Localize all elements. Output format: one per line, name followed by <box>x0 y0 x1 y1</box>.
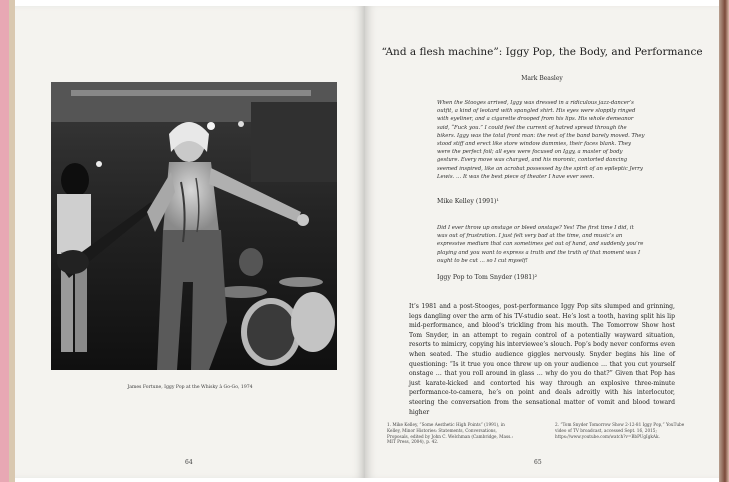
page-number-left: 64 <box>185 459 193 466</box>
epigraph-iggy-pop: Did I ever throw up onstage or bleed onstage? Yes! The first time I did, it was out of frustration. I just felt very bad at the time, and music’s an expressive medium that can sometimes get out of hand, and suddenly you’re playing and you want to express a truth and the truth of that moment was I ought to be cut … so I cut myself! <box>437 225 644 264</box>
attribution-iggy-pop: Iggy Pop to Tom Snyder (1981)² <box>437 274 538 281</box>
essay-author: Mark Beasley <box>521 75 563 82</box>
body-text: It’s 1981 and a post-Stooges, post-performance Iggy Pop sits slumped and grinning, legs dangling over the arm of his TV-studio seat. He’s lost a tooth, having split his lip mid-performance, and blood’s trickling from his mouth. The Tomorrow Show host Tom Snyder, in an attempt to regain control of a potentially wayward situation, resorts to mimicry, copying his interviewee’s slouch. Pop’s body never conforms even when seated. The studio audience giggles nervously. Snyder begins his line of questioning: “Is it true you once threw up on your audience … that you cut yourself onstage … that you roll around in glass … why do you do that?” Given that Pop has just karate-kicked and contorted his way through an explosive three-minute performance-to-camera, he’s on point and deals adroitly with his interlocutor, steering the conversation from the sensational matter of vomit and blood toward higher <box>409 303 675 416</box>
footnote-1: 1. Mike Kelley, “Some Aesthetic High Points” (1991), in Kelley, Minor Histories: Statements, Conversations, Proposals, edited by John C. Welchman (Cambridge, Mass.: MIT Press, 2004), p. 42. <box>387 422 513 445</box>
epigraph-kelley: When the Stooges arrived, Iggy was dressed in a ridiculous jazz-dancer’s outfit, a kind of leotard with spangled shirt. His eyes were sloppily ringed with eyeliner, and a cigarette drooped from his lips. His whole demeanor said, “Fuck you.” I could feel the current of hatred spread through the bikers. Iggy was the total front man: the rest of the band barely moved. They stood stiff and erect like store window dummies, their faces blank. They were the perfect foil; all eyes were focused on Iggy, a master of body gesture. Every move was charged, and his moronic, contorted dancing seemed inspired, like an acrobat possessed by the spirit of an epileptic Jerry Lewis. … It was the best piece of theater I have ever seen. <box>437 100 645 180</box>
left-page <box>15 6 365 478</box>
essay-title: “And a flesh machine”: Iggy Pop, the Body, and Performance <box>381 46 703 58</box>
photo-illustration <box>51 82 337 370</box>
right-page <box>365 6 719 478</box>
photograph <box>51 82 337 370</box>
photo-caption: James Fortune, Iggy Pop at the Whisky à Go-Go, 1974 <box>127 385 253 390</box>
book-edge-right <box>719 0 729 482</box>
book-edge-pink <box>0 0 9 482</box>
attribution-kelley: Mike Kelley (1991)¹ <box>437 198 499 205</box>
page-number-right: 65 <box>534 459 542 466</box>
footnote-2: 2. “Tom Snyder Tomorrow Show 2-12-81 Iggy Pop,” YouTube video of TV broadcast, accessed Sept. 16, 2015; https://www.youtube.com/watch?v=BbPUgIgkAk. <box>555 422 685 439</box>
